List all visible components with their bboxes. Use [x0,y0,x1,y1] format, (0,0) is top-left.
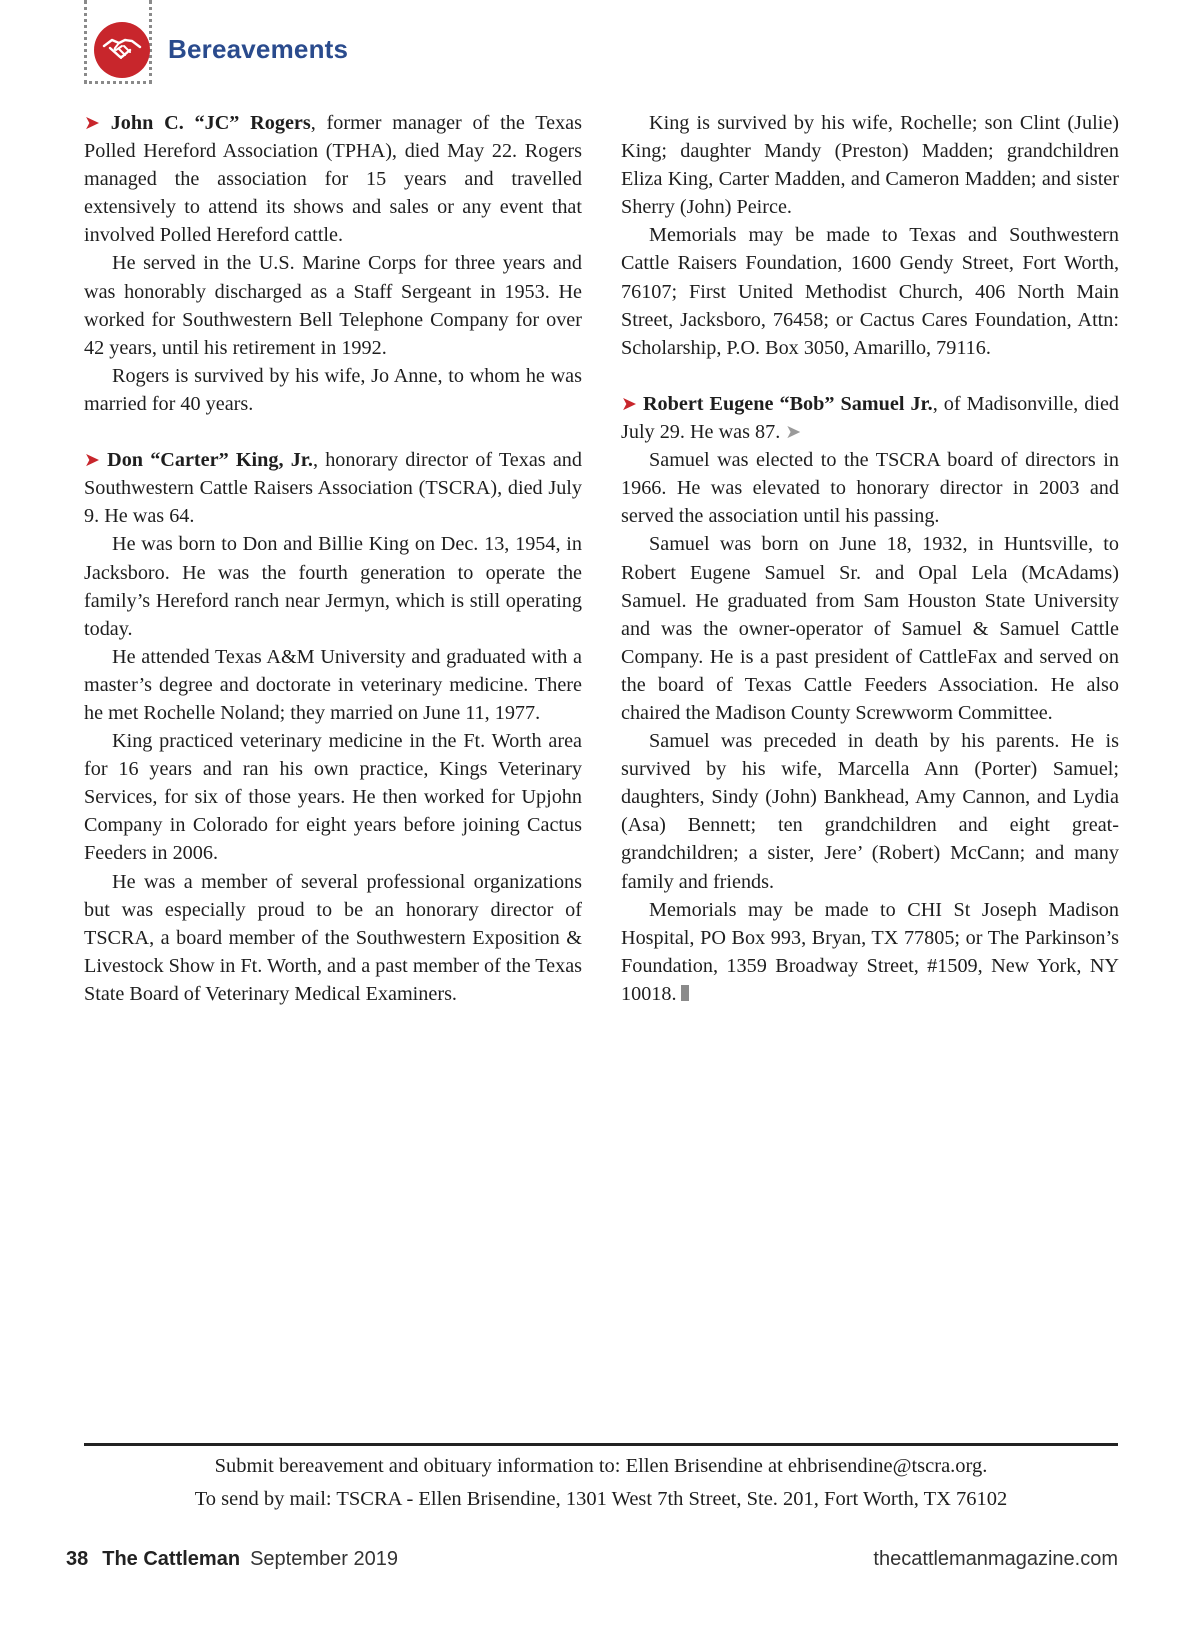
paragraph-final [621,896,1119,1008]
obituary-text: , honorary director of Texas and Southwestern Cattle Raisers Association (TSCRA), died July 9. He was 64. [84,449,582,528]
left-column [84,109,582,1008]
paragraph: He was born to Don and Billie King on Dec. 13, 1954, in Jacksboro. He was the fourth generation to operate the family’s Hereford ranch near Jermyn, which is still operating today. [84,533,582,640]
obituary-text: , of Madisonville, died July 29. He was 87. [621,392,1119,444]
icon-frame [84,0,152,84]
magazine-name: The Cattleman [102,1548,241,1570]
handshake-icon [94,22,150,78]
paragraph: King is survived by his wife, Rochelle; son Clint (Julie) King; daughter Mandy (Preston) Madden; grandchildren Eliza King, Carter Madden, and Cameron Madden; and sister Sherry (John) Peirce. [621,112,1119,219]
paragraph: Samuel was elected to the TSCRA board of directors in 1966. He was elevated to honorary director in 2003 and served the association until his passing. [621,449,1119,528]
paragraph: Memorials may be made to Texas and Southwestern Cattle Raisers Foundation, 1600 Gendy Street, Fort Worth, 76107; First United Methodist Church, 406 North Main Street, Jacksboro, 76458; or Cactus Cares Foundation, Attn: Scholarship, P.O. Box 3050, Amarillo, 79116. [621,224,1119,359]
page-footer [66,1548,398,1571]
website-url[interactable]: thecattlemanmagazine.com [873,1548,1118,1570]
mail-info-line: To send by mail: TSCRA - Ellen Brisendine, 1301 West 7th Street, Ste. 201, Fort Worth, TX 76102 [194,1488,1008,1510]
arrow-bullet-icon: ➤ [84,449,100,472]
right-column [621,109,1119,1008]
issue-date: September 2019 [250,1548,398,1570]
submit-info-line: Submit bereavement and obituary information to: Ellen Brisendine at ehbrisendine@tscra.org. [214,1455,988,1477]
end-mark-icon [681,985,689,1001]
obituary-name: John C. “JC” Rogers [110,112,311,134]
obituary-king-intro [84,446,582,530]
paragraph: Samuel was preceded in death by his parents. He is survived by his wife, Marcella Ann (Porter) Samuel; daughters, Sindy (John) Bankhead, Amy Cannon, and Lydia (Asa) Bennett; ten grandchildren and eight great-grandchildren; a sister, Jere’ (Robert) McCann; and many family and friends. [621,730,1119,893]
obituary-name: Robert Eugene “Bob” Samuel Jr. [642,392,933,415]
paragraph: He was a member of several professional organizations but was especially proud to be an honorary director of TSCRA, a board member of the Southwestern Exposition & Livestock Show in Ft. Worth, and a past member of the Texas State Board of Veterinary Medical Examiners. [84,870,583,1005]
obituary-text: , former manager of the Texas Polled Hereford Association (TPHA), died May 22. Rogers managed the association for 15 years and travelled extensively to attend its shows and sales or any event that involved Polled Hereford cattle. [84,112,582,247]
page-number: 38 [66,1548,89,1570]
paragraph: King practiced veterinary medicine in the Ft. Worth area for 16 years and ran his own practice, Kings Veterinary Services, for six of those years. He then worked for Upjohn Company in Colorado for eight years before joining Cactus Feeders in 2006. [84,730,582,865]
arrow-bullet-icon: ➤ [84,112,100,134]
paragraph: He attended Texas A&M University and graduated with a master’s degree and doctorate in veterinary medicine. There he met Rochelle Noland; they married on June 11, 1977. [84,645,582,724]
paragraph-text: Memorials may be made to CHI St Joseph Madison Hospital, PO Box 993, Bryan, TX 77805; or The Parkinson’s Foundation, 1359 Broadway Street, #1509, New York, NY 10018. [621,898,1119,1005]
obituary-rogers-intro [84,109,582,249]
paragraph: He served in the U.S. Marine Corps for three years and was honorably discharged as a Staff Sergeant in 1953. He worked for Southwestern Bell Telephone Company for over 42 years, until his retirement in 1992. [84,252,582,359]
arrow-bullet-icon: ➤ [621,392,637,415]
divider [84,1443,1118,1446]
obituary-name: Don “Carter” King, Jr. [107,449,313,472]
continue-arrow-icon: ➤ [785,421,802,444]
paragraph: Rogers is survived by his wife, Jo Anne, to whom he was married for 40 years. [84,364,582,415]
page-title: Bereavements [168,34,349,64]
paragraph: Samuel was born on June 18, 1932, in Huntsville, to Robert Eugene Samuel Sr. and Opal Lela (McAdams) Samuel. He graduated from Sam Houston State University and was the owner-operator of Samuel & Samuel Cattle Company. He is a past president of CattleFax and served on the board of Texas Cattle Feeders Association. He also chaired the Madison County Screwworm Committee. [621,533,1119,724]
obituary-samuel-intro [621,390,1119,446]
